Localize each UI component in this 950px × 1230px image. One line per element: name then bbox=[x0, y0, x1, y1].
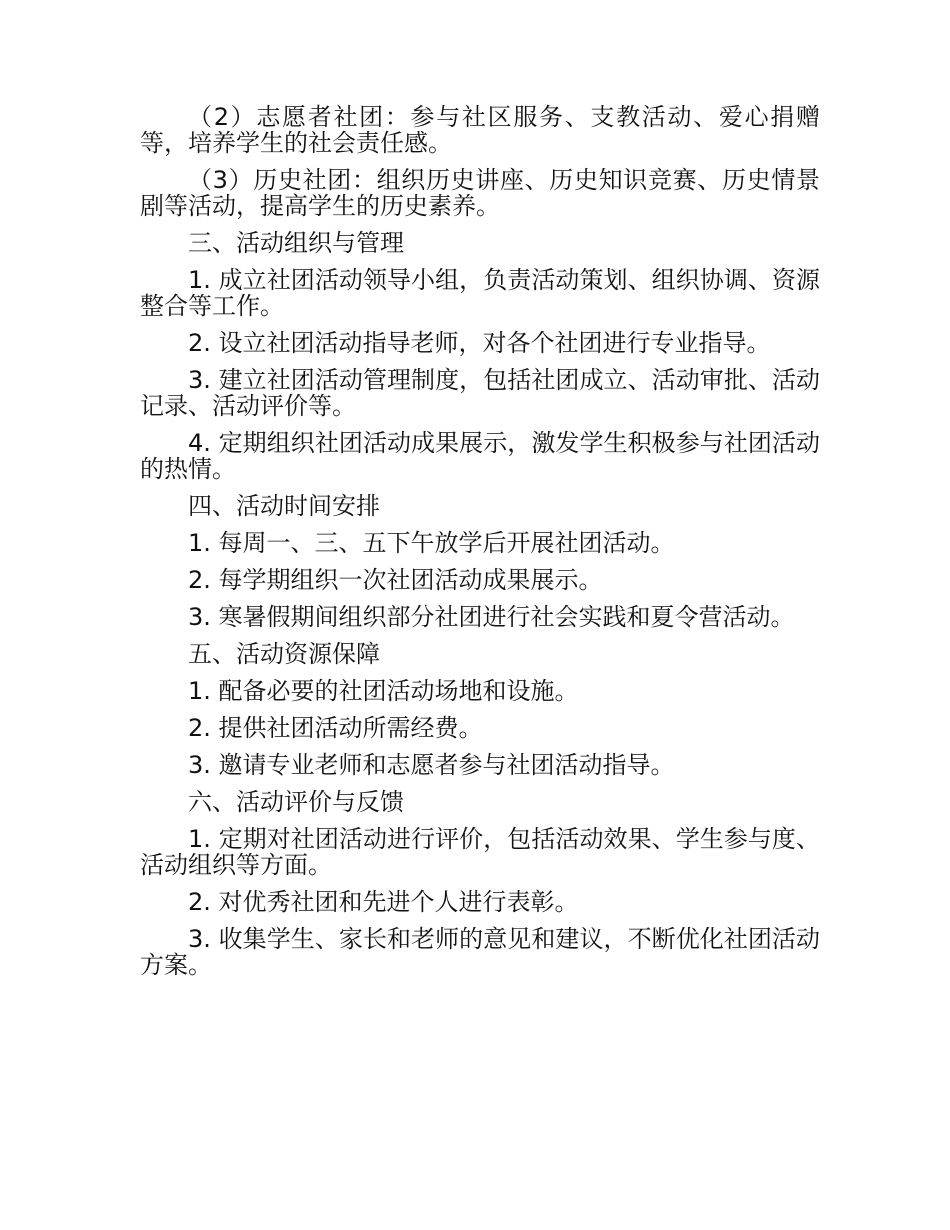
paragraph-evaluation-1: 1. 定期对社团活动进行评价，包括活动效果、学生参与度、活动组织等方面。 bbox=[140, 825, 820, 879]
paragraph-evaluation-2: 2. 对优秀社团和先进个人进行表彰。 bbox=[188, 888, 579, 916]
section-heading-organization: 三、活动组织与管理 bbox=[188, 229, 404, 257]
paragraph-volunteer-club: （2）志愿者社团：参与社区服务、支教活动、爱心捐赠等，培养学生的社会责任感。 bbox=[140, 103, 820, 157]
section-heading-resources: 五、活动资源保障 bbox=[188, 640, 380, 668]
section-heading-schedule: 四、活动时间安排 bbox=[188, 492, 380, 520]
paragraph-schedule-1: 1. 每周一、三、五下午放学后开展社团活动。 bbox=[188, 529, 675, 557]
paragraph-resources-1: 1. 配备必要的社团活动场地和设施。 bbox=[188, 677, 579, 705]
paragraph-organization-4: 4. 定期组织社团活动成果展示，激发学生积极参与社团活动的热情。 bbox=[140, 429, 820, 483]
paragraph-resources-3: 3. 邀请专业老师和志愿者参与社团活动指导。 bbox=[188, 751, 675, 779]
paragraph-schedule-2: 2. 每学期组织一次社团活动成果展示。 bbox=[188, 566, 603, 594]
paragraph-schedule-3: 3. 寒暑假期间组织部分社团进行社会实践和夏令营活动。 bbox=[188, 603, 795, 631]
paragraph-resources-2: 2. 提供社团活动所需经费。 bbox=[188, 714, 483, 742]
paragraph-organization-2: 2. 设立社团活动指导老师，对各个社团进行专业指导。 bbox=[188, 329, 771, 357]
document-body bbox=[140, 104, 820, 989]
section-heading-evaluation: 六、活动评价与反馈 bbox=[188, 788, 404, 816]
paragraph-evaluation-3: 3. 收集学生、家长和老师的意见和建议，不断优化社团活动方案。 bbox=[140, 925, 820, 979]
paragraph-organization-1: 1. 成立社团活动领导小组，负责活动策划、组织协调、资源整合等工作。 bbox=[140, 266, 820, 320]
paragraph-organization-3: 3. 建立社团活动管理制度，包括社团成立、活动审批、活动记录、活动评价等。 bbox=[140, 366, 820, 420]
paragraph-history-club: （3）历史社团：组织历史讲座、历史知识竞赛、历史情景剧等活动，提高学生的历史素养。 bbox=[140, 166, 820, 220]
